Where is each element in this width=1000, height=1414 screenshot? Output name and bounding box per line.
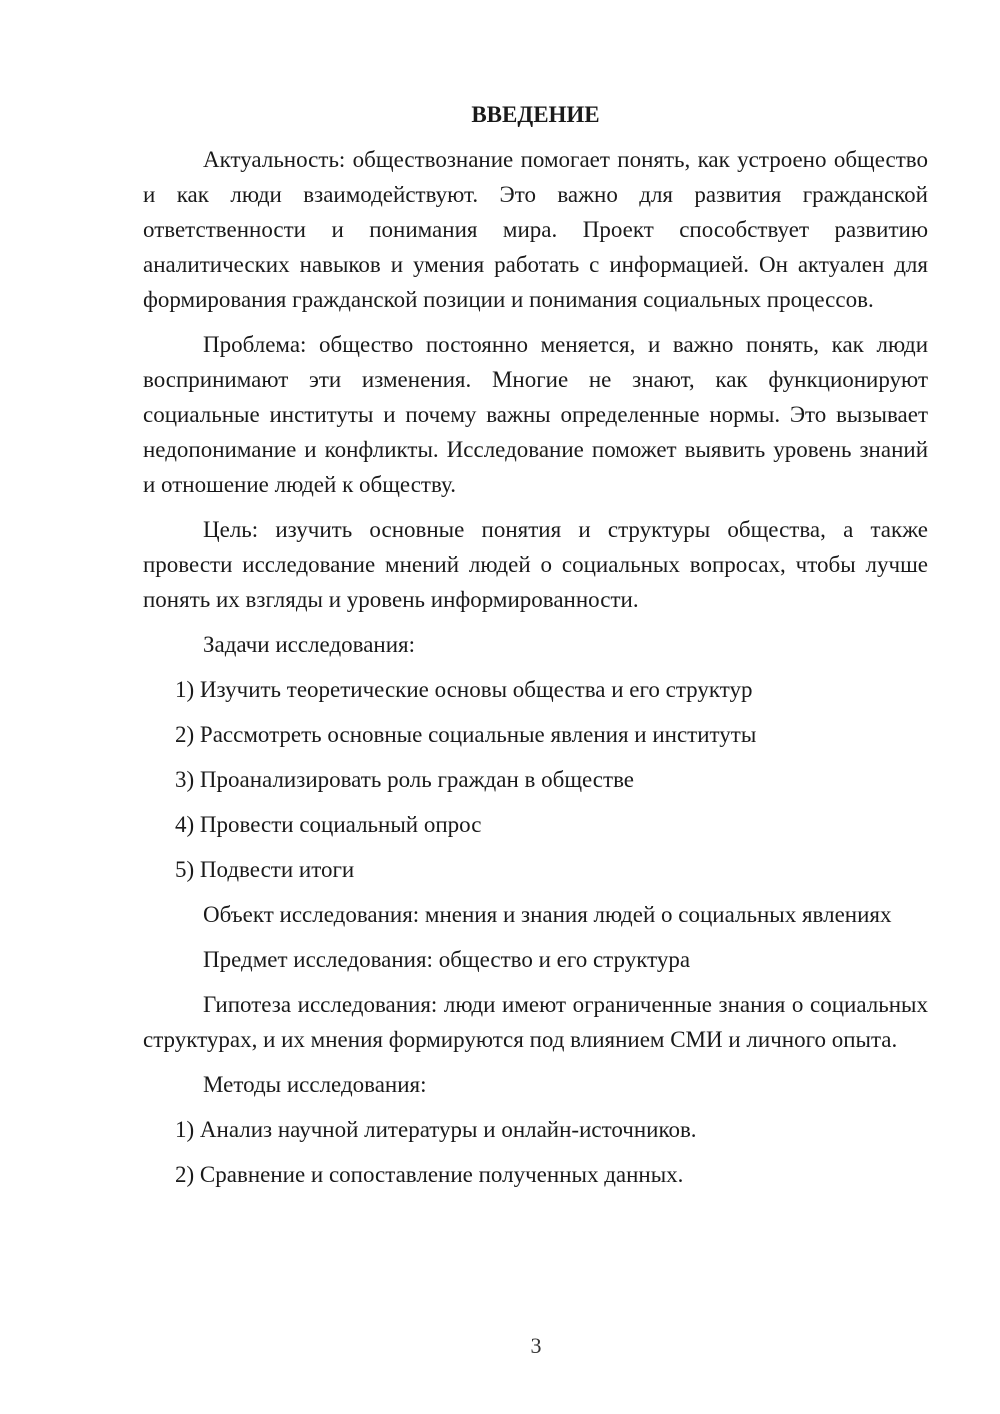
task-item: 5) Подвести итоги bbox=[175, 857, 355, 882]
page-content bbox=[143, 97, 928, 1202]
page-number: 3 bbox=[530, 1333, 542, 1358]
task-item: 1) Изучить теоретические основы общества и его структур bbox=[175, 677, 753, 702]
method-item: 2) Сравнение и сопоставление полученных данных. bbox=[175, 1162, 684, 1187]
hypothesis-paragraph: Гипотеза исследования: люди имеют ограниченные знания о социальных структурах, и их мнения формируются под влиянием СМИ и личного опыта. bbox=[143, 992, 928, 1052]
relevance-paragraph: Актуальность: обществознание помогает понять, как устроено общество и как люди взаимодействуют. Это важно для развития гражданской ответственности и понимания мира. Проект способствует развитию аналитических навыков и умения работать с информацией. Он актуален для формирования гражданской позиции и понимания социальных процессов. bbox=[143, 147, 928, 312]
task-item: 3) Проанализировать роль граждан в обществе bbox=[175, 767, 635, 792]
method-item: 1) Анализ научной литературы и онлайн-источников. bbox=[175, 1117, 697, 1142]
subject-paragraph: Предмет исследования: общество и его структура bbox=[203, 947, 691, 972]
problem-paragraph: Проблема: общество постоянно меняется, и важно понять, как люди воспринимают эти изменения. Многие не знают, как функционируют социальные институты и почему важны определенные нормы. Это вызывает недопонимание и конфликты. Исследование поможет выявить уровень знаний и отношение людей к обществу. bbox=[143, 332, 928, 497]
tasks-list bbox=[143, 672, 928, 887]
task-item: 2) Рассмотреть основные социальные явления и институты bbox=[175, 722, 757, 747]
tasks-heading: Задачи исследования: bbox=[203, 632, 416, 657]
methods-list bbox=[143, 1112, 928, 1192]
methods-heading: Методы исследования: bbox=[203, 1072, 427, 1097]
goal-paragraph: Цель: изучить основные понятия и структуры общества, а также провести исследование мнений людей о социальных вопросах, чтобы лучше понять их взгляды и уровень информированности. bbox=[143, 517, 928, 612]
task-item: 4) Провести социальный опрос bbox=[175, 812, 482, 837]
section-title: ВВЕДЕНИЕ bbox=[471, 102, 600, 127]
object-paragraph: Объект исследования: мнения и знания людей о социальных явлениях bbox=[203, 902, 892, 927]
